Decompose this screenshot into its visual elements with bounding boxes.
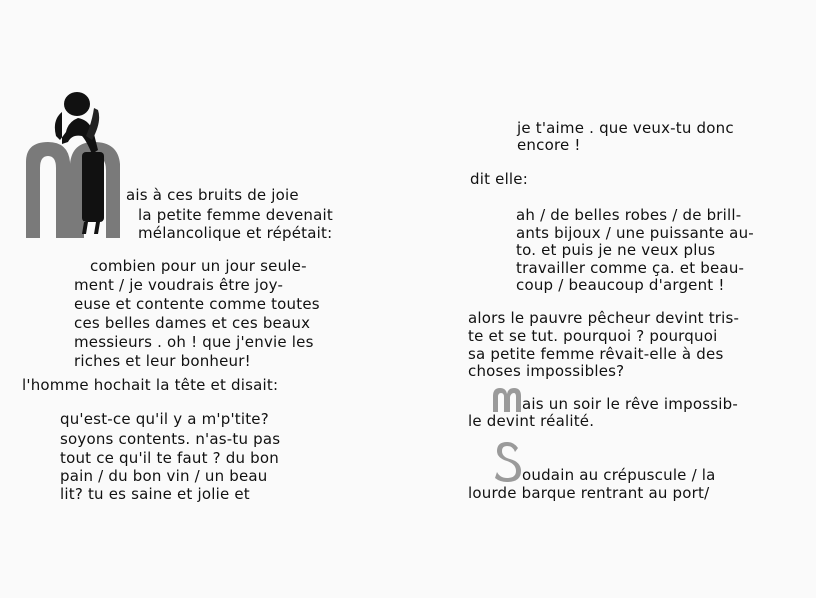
quote-line: euse et contente comme toutes — [74, 295, 320, 313]
quote-line: je t'aime . que veux-tu donc — [517, 119, 734, 137]
quote-line: riches et leur bonheur! — [74, 352, 251, 370]
dit-elle-line: dit elle: — [470, 170, 528, 188]
paragraph-line: lourde barque rentrant au port/ — [468, 484, 710, 502]
quote-line: messieurs . oh ! que j'envie les — [74, 333, 314, 351]
right-page — [408, 0, 816, 598]
dropcap-m-illustration — [22, 92, 140, 240]
narration-line: choses impossibles? — [468, 362, 625, 380]
small-dropcap-s — [494, 440, 522, 482]
quote-line: ants bijoux / une puissante au- — [516, 224, 754, 242]
quote-line: pain / du bon vin / un beau — [60, 467, 268, 485]
paragraph-line: ais un soir le rêve impossib- — [522, 395, 738, 413]
quote-line: to. et puis je ne veux plus — [516, 241, 716, 259]
quote-line: coup / beaucoup d'argent ! — [516, 276, 725, 294]
intro-line: mélancolique et répétait: — [138, 224, 333, 242]
quote-line: encore ! — [517, 136, 581, 154]
quote-line: ah / de belles robes / de brill- — [516, 206, 742, 224]
narration-line: te et se tut. pourquoi ? pourquoi — [468, 327, 718, 345]
paragraph-line: oudain au crépuscule / la — [522, 466, 716, 484]
quote-line: combien pour un jour seule- — [90, 257, 307, 275]
narration-line: alors le pauvre pêcheur devint tris- — [468, 309, 740, 327]
quote-line: ment / je voudrais être joy- — [74, 276, 284, 294]
quote-line: qu'est-ce qu'il y a m'p'tite? — [60, 410, 269, 428]
intro-line: la petite femme devenait — [138, 206, 333, 224]
paragraph-line: le devint réalité. — [468, 412, 595, 430]
quote-line: ces belles dames et ces beaux — [74, 314, 311, 332]
quote-line: lit? tu es saine et jolie et — [60, 485, 250, 503]
quote-line: tout ce qu'il te faut ? du bon — [60, 449, 279, 467]
narration-line: l'homme hochait la tête et disait: — [22, 376, 279, 394]
quote-line: soyons contents. n'as-tu pas — [60, 430, 281, 448]
quote-line: travailler comme ça. et beau- — [516, 259, 745, 277]
small-dropcap-m — [492, 386, 522, 412]
narration-line: sa petite femme rêvait-elle à des — [468, 345, 724, 363]
intro-line: ais à ces bruits de joie — [126, 186, 299, 204]
